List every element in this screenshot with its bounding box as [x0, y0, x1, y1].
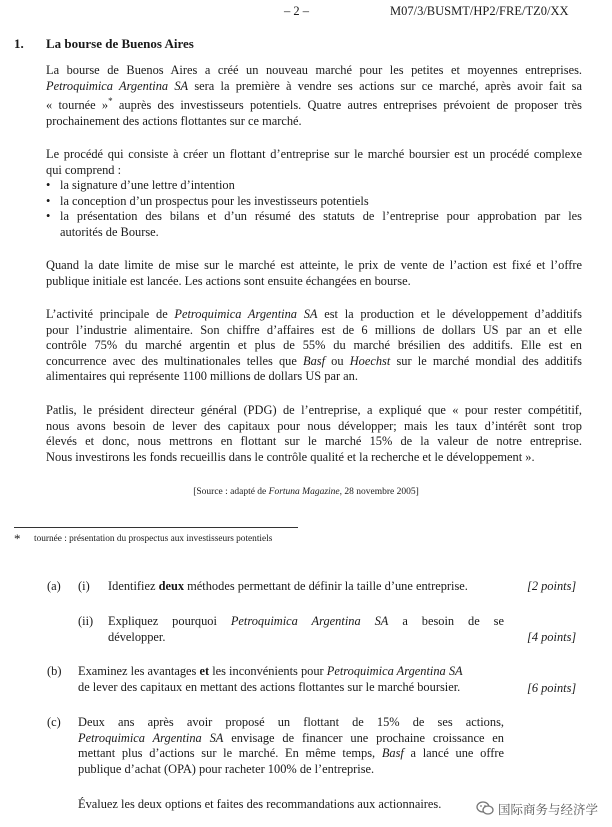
document-code: M07/3/BUSMT/HP2/FRE/TZ0/XX	[390, 4, 569, 18]
paragraph-activity	[46, 307, 582, 385]
list-item	[46, 194, 582, 210]
question-a-i-label: (i)	[78, 579, 90, 593]
question-a-i-text	[108, 579, 508, 595]
text-line: La bourse de Buenos Aires a créé un nouveau marché pour les petites et moyennes entreprises.	[46, 63, 582, 77]
text-line	[78, 731, 504, 747]
text-fragment: est la production et le développement d’additifs	[317, 307, 583, 321]
text-line: Quand la date limite de mise sur le marché est atteinte, le prix de vente de l’action est fixé et l’offre	[46, 258, 582, 272]
question-a-ii-label: (ii)	[78, 614, 94, 628]
page-number: – 2 –	[284, 4, 309, 18]
paragraph-process	[46, 147, 582, 241]
text-fragment: sera la première à vendre ses actions sur ce marché, après avoir fait sa	[188, 78, 582, 93]
paragraph-listing	[46, 258, 582, 289]
text-fragment: [Source : adapté de	[193, 487, 269, 497]
text-line: pour l’industrie alimentaire. Son chiffre d’affaires est de 6 millions de dollars US par an et elle	[46, 322, 582, 337]
text-line: Nous investirons les fonds recueillis dans le contrôle qualité et la recherche et le développement ».	[46, 449, 535, 464]
list-item	[46, 209, 582, 240]
company-name: Petroquimica Argentina SA	[230, 614, 389, 628]
text-fragment: auprès des investisseurs potentiels. Quatre autres entreprises prévoient de proposer très	[112, 98, 582, 113]
paragraph-ceo-quote	[46, 403, 582, 465]
text-line: publique initiale est lancée. Les actions sont ensuite échangées en bourse.	[46, 273, 411, 288]
list-item	[46, 178, 582, 194]
question-b-text	[78, 664, 508, 695]
text-fragment: concurrence avec des multinationales telles que	[46, 353, 304, 368]
question-c-instruction: Évaluez les deux options et faites des recommandations aux actionnaires.	[78, 797, 442, 811]
footnote-divider	[14, 527, 298, 528]
company-name: Petroquimica Argentina SA	[174, 307, 318, 321]
source-citation	[0, 487, 612, 497]
watermark-text: 国际商务与经济学	[498, 802, 599, 817]
text-fragment: méthodes permettant de définir la taille d’une entreprise.	[184, 579, 468, 593]
text-fragment: les inconvénients pour	[209, 664, 327, 678]
company-name: Basf	[303, 353, 326, 368]
question-b-label: (b)	[47, 664, 62, 678]
text-line	[46, 307, 582, 323]
text-fragment: « tournée »	[46, 98, 109, 113]
points-b: [6 points]	[527, 681, 577, 695]
text-fragment: sur le marché mondial des additifs	[390, 353, 582, 368]
points-a-i: [2 points]	[527, 579, 577, 593]
text-fragment: L’activité principale de	[46, 307, 175, 321]
text-line: élevés et donc, nous mettrons en flottant sur le marché 15% de la valeur de notre entreprise.	[46, 434, 582, 449]
chat-bubble-icon	[476, 799, 494, 817]
text-line	[46, 354, 582, 370]
emphasis: deux	[158, 579, 185, 593]
text-line	[78, 746, 504, 762]
text-fragment: envisage de financer une prochaine croissance en	[223, 730, 504, 745]
watermark	[476, 797, 612, 821]
text-line: • la présentation des bilans et d’un résumé des statuts de l’entreprise pour approbation par les	[60, 209, 582, 224]
company-name: Basf	[381, 746, 404, 761]
bullet-list	[46, 178, 582, 240]
text-fragment: Expliquez pourquoi	[108, 614, 231, 628]
text-line: Patlis, le président directeur général (PDG) de l’entreprise, a expliqué que « pour rester compétitif,	[46, 403, 582, 417]
question-a-ii-text	[108, 614, 504, 645]
text-line	[46, 94, 582, 114]
text-line: • la conception d’un prospectus pour les investisseurs potentiels	[60, 193, 369, 208]
text-line	[78, 664, 508, 680]
text-line: alimentaires qui représente 1100 millions de dollars US par an.	[46, 369, 358, 384]
text-line: qui comprend :	[46, 162, 122, 177]
text-line: de lever des capitaux en mettant des actions flottantes sur le marché boursier.	[78, 679, 461, 694]
question-c-label: (c)	[47, 715, 61, 729]
section-title: La bourse de Buenos Aires	[46, 36, 194, 51]
emphasis: et	[199, 664, 210, 678]
points-a-ii: [4 points]	[527, 630, 577, 644]
footnote-marker: *	[108, 96, 113, 107]
footnote-marker: *	[14, 531, 21, 546]
text-line: développer.	[108, 629, 166, 644]
company-name: Hoechst	[349, 353, 391, 368]
text-line: prochainement des actions flottantes sur ce marché.	[46, 113, 302, 128]
text-fragment: Examinez les avantages	[78, 664, 200, 678]
text-fragment: Identifiez	[108, 579, 159, 593]
company-name: Petroquimica Argentina SA	[326, 664, 463, 678]
company-name: Petroquimica Argentina SA	[78, 730, 224, 745]
footnote-text: tournée : présentation du prospectus aux investisseurs potentiels	[34, 534, 273, 544]
text-line: contrôle 75% du marché argentin et plus de 55% du marché brésilien des additifs. Elle est en	[46, 338, 582, 353]
magazine-name: Fortuna Magazine	[268, 487, 340, 497]
question-a-label: (a)	[47, 579, 61, 593]
text-fragment: mettant plus d’actions sur le marché. En même temps,	[78, 746, 382, 761]
text-line: Le procédé qui consiste à créer un flottant d’entreprise sur le marché boursier est un procédé complexe	[46, 147, 582, 161]
text-line: Deux ans après avoir proposé un flottant de 15% de ses actions,	[78, 715, 504, 729]
company-name: Petroquimica Argentina SA	[46, 78, 189, 93]
text-fragment: ou	[325, 353, 350, 368]
question-c-text	[78, 715, 504, 777]
text-fragment: a lancé une offre	[403, 746, 504, 761]
section-number: 1.	[14, 36, 24, 51]
text-fragment: , 28 novembre 2005]	[339, 487, 419, 497]
text-line	[108, 614, 504, 630]
text-fragment: a besoin de se	[388, 614, 504, 628]
text-line	[46, 79, 582, 95]
text-line: • la signature d’une lettre d’intention	[60, 178, 235, 193]
text-line: nous avons besoin de lever des capitaux pour nous développer; mais les taux d’intérêt sont trop	[46, 418, 582, 433]
text-line: autorités de Bourse.	[60, 224, 159, 239]
paragraph-intro	[46, 63, 582, 130]
text-line: publique d’achat (OPA) pour racheter 100% de l’entreprise.	[78, 761, 375, 776]
